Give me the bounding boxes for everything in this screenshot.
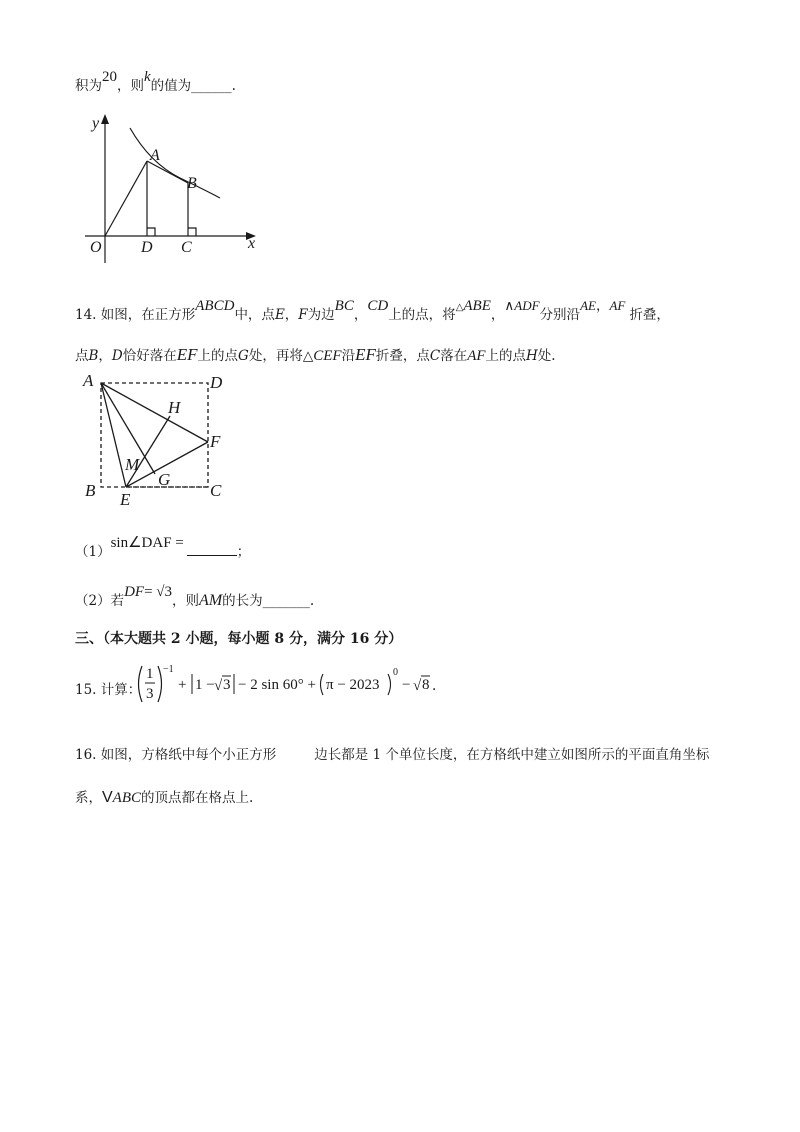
triangle-CEF: CEF (313, 348, 342, 364)
q16-text: 系， (75, 790, 102, 806)
label-F: F (210, 432, 221, 451)
q16-line2 (75, 786, 253, 807)
segment-AB (147, 161, 188, 183)
q14-text: 14. 如图，在正方形 (75, 307, 196, 323)
q14-text: ， (595, 298, 610, 314)
q13-answer-blank: 的值为______. (150, 78, 236, 94)
q16-text: 的顶点都在格点上. (141, 790, 254, 806)
q14-text: 处. (537, 348, 556, 364)
q15-line (75, 678, 141, 698)
label-A: A (83, 371, 94, 390)
label-A: A (150, 147, 160, 164)
label-x: x (248, 235, 256, 252)
q14-line2 (75, 344, 556, 365)
part-end: 的长为_______. (222, 593, 315, 609)
label-C: C (210, 481, 222, 500)
q14-text: 沿 (341, 348, 356, 364)
svg-text:√: √ (413, 678, 422, 694)
q14-text: 上的点 (485, 348, 527, 364)
q14-text: 上的点 (197, 348, 239, 364)
hyperbola-figure (80, 108, 280, 278)
right-angle-D (147, 228, 155, 236)
answer-blank (187, 555, 237, 556)
q14-part2 (75, 584, 315, 610)
hyperbola-curve (130, 128, 220, 198)
segment-AF (101, 383, 208, 442)
q14-text: 为边 (307, 307, 335, 323)
var-k: k (144, 69, 151, 85)
svg-text:3: 3 (223, 677, 231, 693)
label-C: C (181, 239, 192, 256)
line-AF: AF (467, 348, 486, 364)
q14-text: 中，点 (234, 307, 275, 323)
q16-text: 边长都是 1 个单位长度，在方格纸中建立如图所示的平面直角坐标 (314, 747, 710, 763)
triangle-ABE: ABE (463, 298, 491, 314)
y-axis-arrow (101, 114, 109, 124)
part-text: ，则 (172, 593, 200, 609)
right-angle-C (188, 228, 196, 236)
label-O: O (90, 239, 102, 256)
svg-text:0: 0 (393, 667, 398, 678)
q14-text: 点 (75, 348, 89, 364)
part-label: （2）若 (75, 593, 125, 609)
side-BC: BC (334, 298, 354, 314)
label-H: H (168, 398, 181, 417)
point-C: C (429, 348, 441, 364)
svg-text:3: 3 (146, 686, 154, 702)
q13-line (75, 69, 236, 95)
segment-OA (105, 161, 147, 236)
label-D: D (141, 239, 153, 256)
q14-text: 折叠， (629, 307, 670, 323)
q14-part1 (75, 535, 251, 561)
triangle-symbol: △ (302, 348, 314, 364)
svg-text:π − 2023: π − 2023 (326, 677, 380, 693)
q14-text: ， (490, 307, 505, 323)
svg-text:+: + (178, 677, 187, 693)
point-H: H (526, 348, 538, 364)
triangle-ABC: ABC (112, 790, 142, 806)
q14-text: 落在 (440, 348, 468, 364)
svg-text:1 −: 1 − (195, 677, 215, 693)
label-G: G (158, 470, 171, 489)
label-D: D (210, 373, 223, 392)
q15-formula (138, 662, 498, 706)
svg-text:−1: −1 (163, 664, 174, 675)
sin-DAF-expression: sin∠DAF = (110, 535, 184, 551)
q13-text: ，则 (117, 78, 144, 94)
DF-value: = √3 (144, 584, 173, 600)
triangle-symbol: △ (455, 302, 464, 313)
point-D: D (111, 348, 123, 364)
triangle-symbol: ∧ (504, 298, 515, 314)
square-ABCD: ABCD (195, 298, 235, 314)
square-fold-figure (80, 368, 260, 508)
side-CD: CD (367, 298, 389, 314)
line-EF: EF (355, 345, 376, 364)
q14-text: 分别沿 (539, 307, 581, 323)
label-y: y (92, 115, 100, 132)
svg-text:−: − (402, 677, 411, 693)
svg-text:√: √ (214, 678, 223, 694)
q14-line1 (75, 298, 670, 324)
triangle-ADF: ADF (514, 298, 540, 313)
section-3-heading: 三、（本大题共 2 小题，每小题 8 分，满分 16 分） (75, 631, 403, 647)
q14-text: ， (353, 307, 368, 323)
svg-text:− 2 sin 60° +: − 2 sin 60° + (238, 677, 316, 693)
point-G: G (238, 348, 249, 364)
label-E: E (120, 490, 131, 509)
q14-text: ， (284, 307, 299, 323)
point-F: F (298, 307, 308, 323)
label-B: B (85, 481, 96, 500)
q14-text: 上的点，将 (388, 307, 456, 323)
label-B: B (187, 175, 197, 192)
line-AE: AE (580, 298, 596, 313)
part-end: ； (236, 544, 251, 560)
point-B: B (88, 348, 99, 364)
line-AF: AF (609, 298, 626, 313)
svg-text:8: 8 (422, 677, 430, 693)
q16-text: 16. 如图，方格纸中每个小正方形 (75, 747, 277, 763)
segment-AE (101, 383, 126, 487)
line-EF: EF (176, 345, 198, 364)
q14-text: 处，再将 (248, 348, 303, 364)
area-value: 20 (102, 69, 117, 85)
DF-variable: DF (124, 584, 145, 600)
point-E: E (274, 307, 285, 323)
triangle-symbol: V (102, 789, 113, 806)
q14-text: 恰好落在 (122, 348, 177, 364)
q14-text: ， (98, 348, 112, 364)
svg-text:1: 1 (146, 666, 154, 682)
AM-variable: AM (199, 592, 223, 609)
label-M: M (125, 455, 140, 474)
q14-text: 折叠，点 (375, 348, 430, 364)
q15-end: . (432, 678, 437, 694)
q16-line1 (75, 743, 709, 763)
part-label: （1） (75, 544, 111, 560)
q13-text: 积为 (75, 78, 102, 94)
q15-label: 15. 计算： (75, 682, 142, 698)
